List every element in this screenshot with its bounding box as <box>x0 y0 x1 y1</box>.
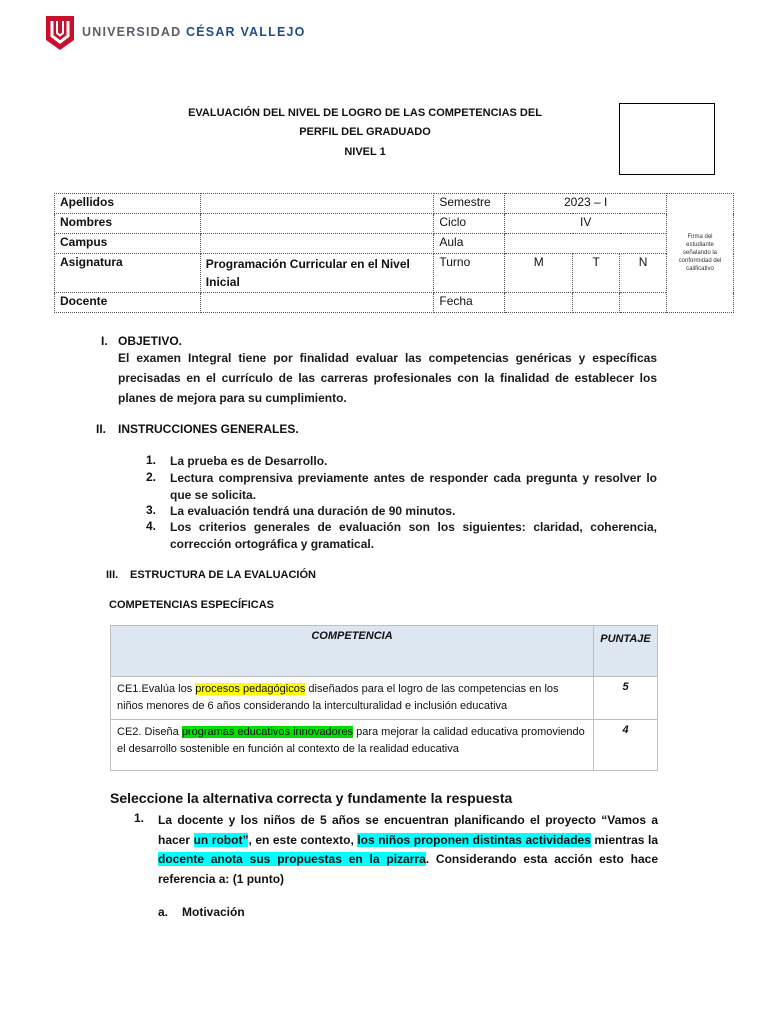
value-semestre: 2023 – I <box>505 194 667 214</box>
ce2-highlight: programas educativos innovadores <box>181 726 354 738</box>
instruction-3-text: La evaluación tendrá una duración de 90 minutos. <box>170 504 456 518</box>
grade-box <box>619 103 715 175</box>
instruction-2-number: 2. <box>146 470 157 484</box>
instruction-2-text: Lectura comprensiva previamente antes de responder cada pregunta y resolver lo que se solicita. <box>170 471 657 502</box>
competencies-table <box>110 625 658 771</box>
section1-number: I. <box>101 334 108 348</box>
section3-number: III. <box>106 569 119 581</box>
q1-part1: La docente y los niños de 5 años se encuentran planificando el proyecto “Vamos a hacer <box>158 813 658 847</box>
ce2-score: 4 <box>594 720 658 771</box>
ce1-score: 5 <box>594 677 658 720</box>
label-fecha: Fecha <box>434 293 505 313</box>
university-name-part2: CÉSAR VALLEJO <box>186 25 306 39</box>
col-puntaje: PUNTAJE <box>594 626 658 677</box>
question-1-number: 1. <box>134 811 145 825</box>
turno-t[interactable]: T <box>573 254 620 293</box>
university-name <box>82 25 306 39</box>
q1-part2: , en este contexto, <box>248 832 358 847</box>
student-info-table <box>54 193 734 313</box>
field-campus[interactable] <box>200 234 434 254</box>
label-asignatura: Asignatura <box>55 254 201 293</box>
label-docente: Docente <box>55 293 201 313</box>
competency-row-1 <box>111 677 594 720</box>
ce1-highlight: procesos pedagógicos <box>195 683 306 695</box>
q1-highlight-2: los niños proponen distintas actividades <box>357 832 591 847</box>
section3-subtitle: COMPETENCIAS ESPECÍFICAS <box>109 599 275 611</box>
instruction-3-number: 3. <box>146 503 157 517</box>
col-competencia: COMPETENCIA <box>111 626 594 677</box>
question-section-title: Seleccione la alternativa correcta y fundamente la respuesta <box>110 790 513 806</box>
field-docente[interactable] <box>200 293 434 313</box>
ce1-post: diseñados para el logro de las competencias en los niños menores de 6 años considerando la interculturalidad e inclusión educativa <box>117 683 559 712</box>
turno-m[interactable]: M <box>505 254 573 293</box>
field-nombres[interactable] <box>200 214 434 234</box>
document-title-line1: EVALUACIÓN DEL NIVEL DE LOGRO DE LAS COMPETENCIAS DEL <box>188 107 542 119</box>
instruction-4-number: 4. <box>146 519 157 533</box>
value-asignatura: Programación Curricular en el Nivel Inicial <box>200 254 434 293</box>
label-semestre: Semestre <box>434 194 505 214</box>
section3-title: ESTRUCTURA DE LA EVALUACIÓN <box>130 569 316 581</box>
q1-part3: mientras la <box>590 832 659 847</box>
value-ciclo: IV <box>505 214 667 234</box>
university-name-part1: UNIVERSIDAD <box>82 25 182 39</box>
label-ciclo: Ciclo <box>434 214 505 234</box>
section1-title: OBJETIVO. <box>118 334 183 348</box>
university-logo-icon <box>44 14 76 52</box>
q1-highlight-1: un robot” <box>193 832 249 847</box>
field-fecha-3[interactable] <box>620 293 667 313</box>
section2-number: II. <box>96 422 107 436</box>
label-aula: Aula <box>434 234 505 254</box>
competency-row-2 <box>111 720 594 771</box>
option-a-letter: a. <box>158 905 169 919</box>
label-nombres: Nombres <box>55 214 201 234</box>
field-fecha-2[interactable] <box>573 293 620 313</box>
label-campus: Campus <box>55 234 201 254</box>
field-aula[interactable] <box>505 234 667 254</box>
instruction-1-text: La prueba es de Desarrollo. <box>170 454 328 468</box>
section2-title: INSTRUCCIONES GENERALES. <box>118 422 299 436</box>
field-fecha-1[interactable] <box>505 293 573 313</box>
instruction-4-text: Los criterios generales de evaluación son los siguientes: claridad, coherencia, corrección ortográfica y gramatical. <box>170 520 657 551</box>
signature-note: Firma del estudiante señalando la conformidad del calificativo <box>667 194 734 313</box>
option-a-text[interactable]: Motivación <box>182 905 245 919</box>
section1-text: El examen Integral tiene por finalidad evaluar las competencias genéricas y específicas precisadas en el currículo de las carreras profesionales con la finalidad de establecer los planes de mejora para su cumplimiento. <box>118 351 657 405</box>
ce2-post: para mejorar la calidad educativa promoviendo el desarrollo sostenible en función al contexto de la realidad educativa <box>117 726 585 755</box>
label-apellidos: Apellidos <box>55 194 201 214</box>
turno-n[interactable]: N <box>620 254 667 293</box>
question-1-text <box>158 811 658 889</box>
q1-part4: . Considerando esta acción esto hace referencia a: (1 punto) <box>158 852 658 886</box>
document-title-line2: PERFIL DEL GRADUADO <box>299 126 431 138</box>
ce1-pre: CE1.Evalúa los <box>117 683 196 695</box>
q1-highlight-3: docente anota sus propuestas en la pizarra <box>158 852 426 866</box>
ce2-pre: CE2. Diseña <box>117 726 182 738</box>
label-turno: Turno <box>434 254 505 293</box>
field-apellidos[interactable] <box>200 194 434 214</box>
instruction-1-number: 1. <box>146 453 157 467</box>
document-title-line3: NIVEL 1 <box>344 146 386 158</box>
